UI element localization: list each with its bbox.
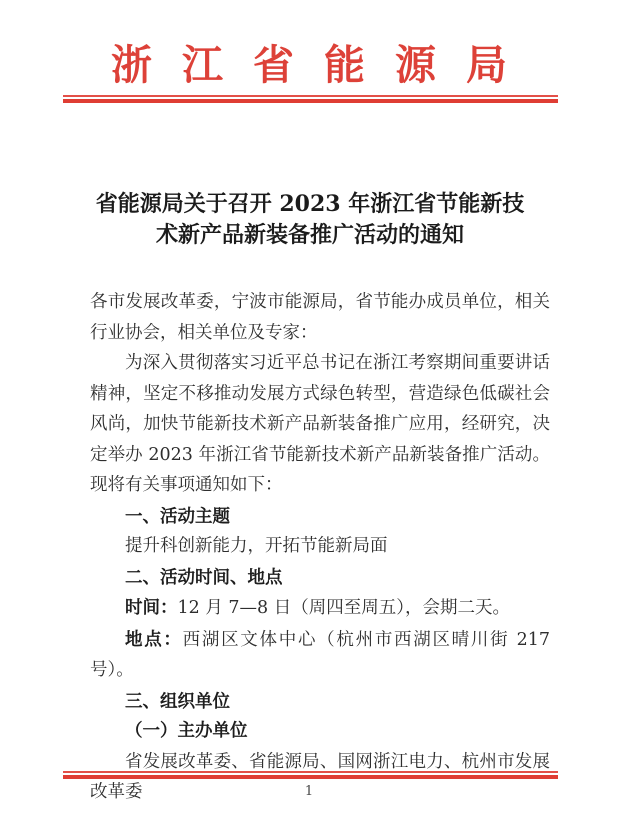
host-units: 省发展改革委、省能源局、国网浙江电力、杭州市发展改革委 [90, 751, 550, 802]
header-rule-thin-line [63, 95, 558, 97]
time-label: 时间： [125, 597, 178, 617]
header-rule-thick-line [63, 99, 558, 103]
letterhead-org-name: 浙江省能源局 [111, 41, 537, 89]
place-line [90, 624, 550, 686]
document-title-line-2: 术新产品新装备推广活动的通知 [155, 222, 464, 248]
page-number: 1 [304, 784, 314, 799]
footer-rule-thick-line [63, 775, 558, 779]
activity-theme: 提升科创新能力，开拓节能新局面 [125, 536, 388, 556]
place-value: 西湖区文体中心（杭州市西湖区晴川街 217 号）。 [90, 629, 551, 680]
document-title-line-1: 省能源局关于召开 2023 年浙江省节能新技 [95, 191, 525, 217]
intro-paragraph: 为深入贯彻落实习近平总书记在浙江考察期间重要讲话精神，坚定不移推动发展方式绿色转型，营造绿色低碳社会风尚，加快节能新技术新产品新装备推广应用，经研究，决定举办 2023 年浙江省节能新技术新产品新装备推广活动。现将有关事项通知如下： [90, 353, 550, 495]
footer-double-rule [63, 771, 558, 779]
host-unit-subheading: （一）主办单位 [125, 721, 248, 741]
place-label: 地点： [125, 628, 183, 649]
section-3-heading: 三、组织单位 [125, 690, 230, 711]
header-double-rule [63, 95, 558, 103]
document-title [48, 189, 572, 251]
section-2-heading: 二、活动时间、地点 [125, 566, 283, 587]
section-1-heading: 一、活动主题 [125, 505, 230, 526]
document-body [90, 287, 550, 808]
time-line [90, 592, 550, 624]
footer-rule-thin-line [63, 771, 558, 773]
salutation: 各市发展改革委，宁波市能源局，省节能办成员单位，相关行业协会，相关单位及专家： [90, 292, 550, 343]
time-value: 12 月 7—8 日（周四至周五），会期二天。 [177, 598, 510, 618]
